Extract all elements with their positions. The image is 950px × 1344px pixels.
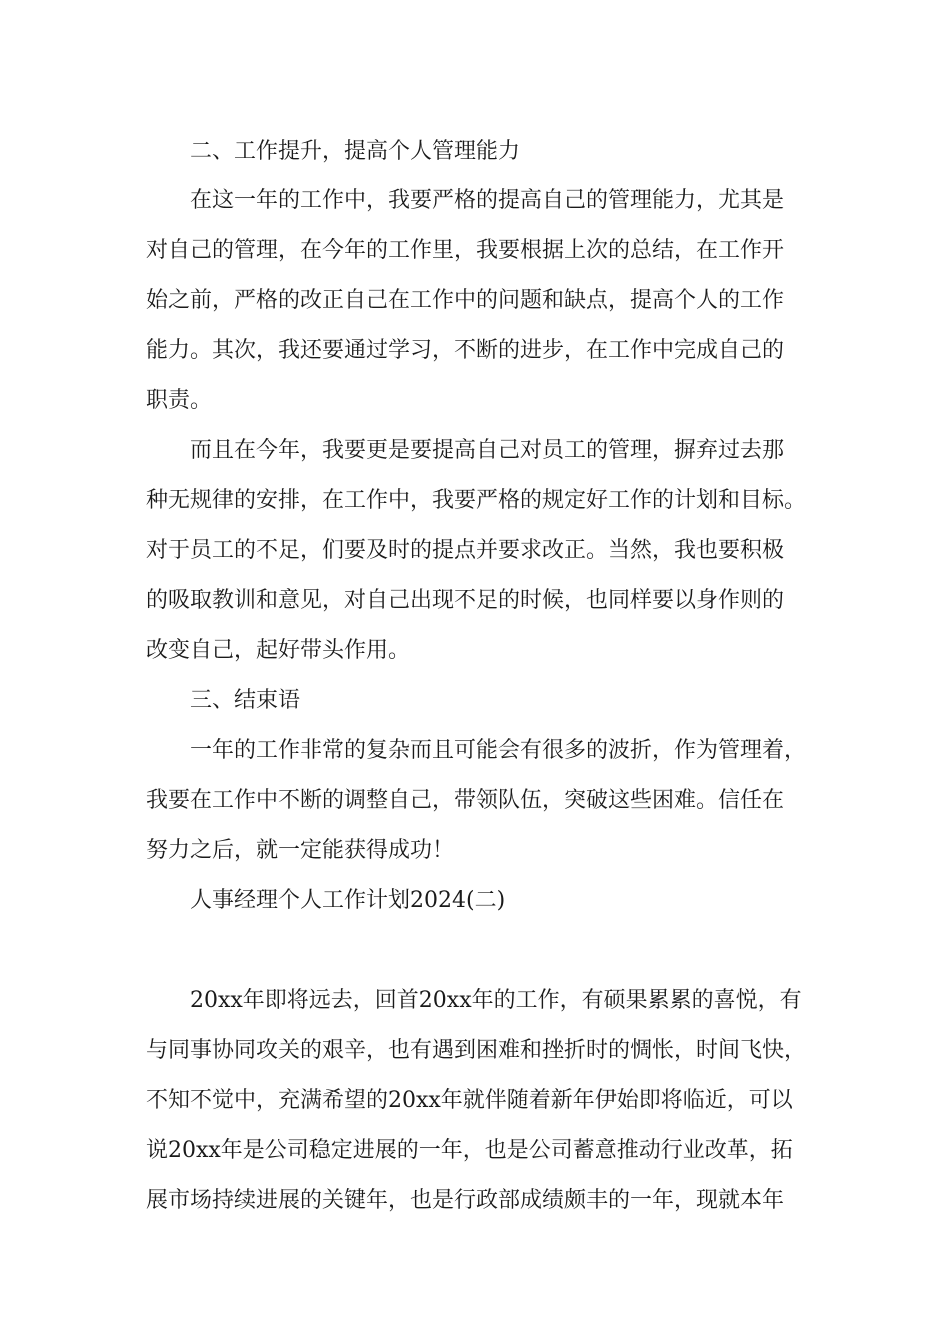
paragraph-line: 我要在工作中不断的调整自己，带领队伍，突破这些困难。信任在	[146, 788, 785, 813]
paragraph-line: 能力。其次，我还要通过学习，不断的进步，在工作中完成自己的	[146, 338, 785, 363]
paragraph-line: 一年的工作非常的复杂而且可能会有很多的波折，作为管理着，	[190, 738, 807, 763]
paragraph-line: 展市场持续进展的关键年，也是行政部成绩颇丰的一年，现就本年	[146, 1188, 785, 1213]
paragraph-line: 改变自己，起好带头作用。	[146, 638, 411, 663]
paragraph-line: 与同事协同攻关的艰辛，也有遇到困难和挫折时的惆怅，时间飞快，	[146, 1038, 807, 1063]
paragraph-line: 对于员工的不足，们要及时的提点并要求改正。当然，我也要积极	[146, 538, 785, 563]
paragraph-line: 不知不觉中，充满希望的20xx年就伴随着新年伊始即将临近，可以	[146, 1088, 793, 1113]
section-heading-3: 三、结束语	[190, 688, 301, 713]
paragraph-line: 说20xx年是公司稳定进展的一年，也是公司蓄意推动行业改革，拓	[146, 1138, 793, 1163]
paragraph-line: 对自己的管理，在今年的工作里，我要根据上次的总结，在工作开	[146, 238, 785, 263]
paragraph-line: 的吸取教训和意见，对自己出现不足的时候，也同样要以身作则的	[146, 588, 785, 613]
document-title: 人事经理个人工作计划2024(二)	[190, 888, 506, 913]
paragraph-line: 始之前，严格的改正自己在工作中的问题和缺点，提高个人的工作	[146, 288, 785, 313]
section-heading-2: 二、工作提升，提高个人管理能力	[190, 139, 521, 164]
paragraph-line: 在这一年的工作中，我要严格的提高自己的管理能力，尤其是	[190, 188, 785, 213]
paragraph-line: 而且在今年，我要更是要提高自己对员工的管理，摒弃过去那	[190, 438, 785, 463]
paragraph-line: 种无规律的安排，在工作中，我要严格的规定好工作的计划和目标。	[146, 488, 807, 513]
paragraph-line: 努力之后，就一定能获得成功！	[146, 838, 455, 863]
paragraph-line: 20xx年即将远去，回首20xx年的工作，有硕果累累的喜悦，有	[190, 988, 802, 1013]
paragraph-line: 职责。	[146, 388, 213, 413]
